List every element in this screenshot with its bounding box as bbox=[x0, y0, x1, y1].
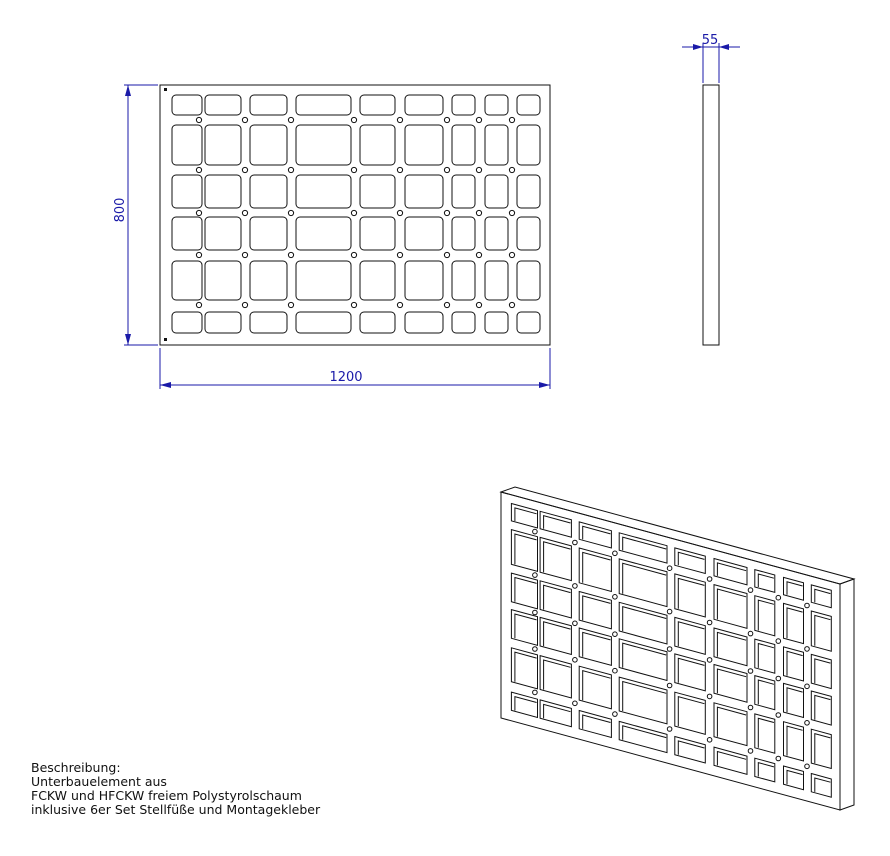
iso-hole bbox=[667, 566, 672, 571]
iso-cutout bbox=[619, 559, 667, 607]
cutout bbox=[296, 261, 351, 300]
iso-hole bbox=[533, 690, 538, 695]
hole bbox=[397, 117, 402, 122]
side-view-panel bbox=[703, 85, 719, 345]
iso-cutout-depth bbox=[758, 644, 774, 668]
cutout bbox=[360, 261, 395, 300]
iso-hole bbox=[613, 712, 618, 717]
cutout bbox=[172, 125, 202, 165]
iso-cutout-depth bbox=[815, 589, 831, 602]
iso-hole bbox=[776, 756, 781, 761]
cutout bbox=[485, 217, 508, 250]
iso-cutout-depth bbox=[815, 734, 831, 764]
hole bbox=[476, 210, 481, 215]
iso-cutout-depth bbox=[623, 682, 667, 712]
iso-cutout-depth bbox=[758, 680, 774, 704]
cutout bbox=[296, 175, 351, 208]
cutout bbox=[172, 261, 202, 300]
iso-hole bbox=[573, 540, 578, 545]
cutout bbox=[172, 312, 202, 333]
iso-cutout-depth bbox=[583, 596, 611, 620]
iso-hole bbox=[613, 551, 618, 556]
description-heading: Beschreibung: bbox=[31, 760, 121, 775]
corner-mark bbox=[164, 88, 167, 91]
cutout bbox=[485, 95, 508, 115]
iso-hole bbox=[805, 721, 810, 726]
hole bbox=[397, 210, 402, 215]
hole bbox=[196, 302, 201, 307]
cutout bbox=[296, 95, 351, 115]
iso-hole bbox=[776, 595, 781, 600]
iso-cutout-depth bbox=[678, 578, 704, 608]
iso-cutout-depth bbox=[787, 608, 803, 638]
hole bbox=[196, 210, 201, 215]
hole bbox=[288, 210, 293, 215]
hole bbox=[242, 252, 247, 257]
cutout bbox=[250, 312, 287, 333]
iso-cutout bbox=[579, 666, 611, 709]
iso-hole bbox=[707, 658, 712, 663]
iso-cutout-depth bbox=[515, 534, 537, 564]
iso-hole bbox=[667, 609, 672, 614]
hole bbox=[509, 117, 514, 122]
iso-cutout-depth bbox=[515, 578, 537, 602]
thickness-dimension bbox=[682, 43, 740, 83]
cutout bbox=[296, 217, 351, 250]
iso-cutout bbox=[714, 628, 747, 666]
cutout bbox=[452, 95, 475, 115]
cutout bbox=[405, 95, 443, 115]
cutout bbox=[172, 175, 202, 208]
iso-cutout bbox=[540, 511, 571, 537]
panel-holes bbox=[164, 88, 515, 341]
iso-cutout bbox=[714, 747, 747, 774]
iso-cutout-depth bbox=[787, 770, 803, 784]
iso-cutout-depth bbox=[623, 607, 667, 631]
cutout bbox=[250, 175, 287, 208]
iso-cutout-depth bbox=[623, 643, 667, 667]
hole bbox=[242, 210, 247, 215]
iso-cutout bbox=[619, 639, 667, 681]
iso-cutout-depth bbox=[815, 615, 831, 645]
iso-cutout-depth bbox=[815, 659, 831, 683]
hole bbox=[351, 117, 356, 122]
cutout bbox=[405, 175, 443, 208]
iso-hole bbox=[613, 668, 618, 673]
iso-cutout-depth bbox=[787, 726, 803, 756]
iso-hole bbox=[573, 621, 578, 626]
iso-cutout bbox=[579, 592, 611, 629]
iso-hole bbox=[613, 595, 618, 600]
description-line-3: inklusive 6er Set Stellfüße und Montagekleber bbox=[31, 802, 321, 817]
iso-cutout bbox=[540, 700, 571, 727]
iso-cutout bbox=[540, 617, 571, 654]
iso-cutout bbox=[675, 617, 706, 654]
hole bbox=[196, 252, 201, 257]
iso-cutout-depth bbox=[717, 563, 746, 576]
iso-hole bbox=[707, 738, 712, 743]
iso-cutout bbox=[675, 574, 706, 617]
cutout bbox=[485, 261, 508, 300]
iso-cutout bbox=[619, 721, 667, 752]
cutout bbox=[452, 217, 475, 250]
iso-hole bbox=[776, 676, 781, 681]
iso-cutout-depth bbox=[515, 652, 537, 682]
hole bbox=[509, 302, 514, 307]
iso-hole bbox=[707, 694, 712, 699]
iso-cutout bbox=[675, 737, 706, 764]
cutout bbox=[517, 312, 540, 333]
iso-cutout bbox=[540, 656, 571, 698]
cutout bbox=[405, 312, 443, 333]
cutout bbox=[360, 217, 395, 250]
cutout bbox=[452, 175, 475, 208]
front-view-panel bbox=[160, 85, 550, 345]
iso-cutout-depth bbox=[717, 707, 746, 737]
iso-cutout-depth bbox=[544, 516, 571, 529]
description-line-1: Unterbauelement aus bbox=[31, 774, 167, 789]
hole bbox=[288, 117, 293, 122]
iso-cutout bbox=[579, 711, 611, 738]
iso-cutout-depth bbox=[583, 632, 611, 656]
iso-cutout-depth bbox=[758, 574, 774, 587]
iso-cutout-depth bbox=[583, 552, 611, 582]
iso-hole bbox=[573, 701, 578, 706]
hole bbox=[288, 167, 293, 172]
isometric-view-panel bbox=[501, 487, 854, 810]
height-dimension bbox=[124, 85, 158, 345]
iso-hole bbox=[707, 577, 712, 582]
description-block bbox=[31, 761, 320, 817]
cutout bbox=[452, 261, 475, 300]
hole bbox=[444, 302, 449, 307]
iso-hole bbox=[573, 658, 578, 663]
iso-cutout-depth bbox=[758, 763, 774, 777]
iso-cutout-depth bbox=[583, 671, 611, 701]
hole bbox=[444, 210, 449, 215]
iso-hole bbox=[667, 647, 672, 652]
hole bbox=[444, 117, 449, 122]
cutout bbox=[172, 95, 202, 115]
iso-cutout bbox=[714, 665, 747, 703]
iso-hole bbox=[805, 603, 810, 608]
iso-cutout-depth bbox=[787, 582, 803, 595]
cutout bbox=[517, 125, 540, 165]
iso-right-face bbox=[840, 579, 854, 810]
iso-holes bbox=[533, 529, 810, 768]
cutout bbox=[205, 175, 241, 208]
iso-cutout bbox=[579, 522, 611, 548]
iso-hole bbox=[805, 764, 810, 769]
cutout bbox=[517, 217, 540, 250]
side-outline bbox=[703, 85, 719, 345]
width-label: 1200 bbox=[329, 370, 363, 385]
iso-hole bbox=[748, 588, 753, 593]
iso-hole bbox=[533, 610, 538, 615]
cutout bbox=[517, 95, 540, 115]
cutout bbox=[485, 175, 508, 208]
iso-hole bbox=[748, 705, 753, 710]
cutout bbox=[205, 312, 241, 333]
iso-cutout-depth bbox=[623, 563, 667, 593]
iso-cutout-depth bbox=[815, 695, 831, 719]
iso-cutout-depth bbox=[758, 718, 774, 748]
iso-cutout bbox=[540, 537, 571, 580]
hole bbox=[476, 302, 481, 307]
cutout bbox=[517, 261, 540, 300]
cutout bbox=[205, 95, 241, 115]
hole bbox=[509, 210, 514, 215]
iso-cutout bbox=[579, 628, 611, 665]
iso-cutout bbox=[619, 533, 667, 563]
iso-cutout-depth bbox=[544, 704, 571, 718]
iso-cutout-depth bbox=[515, 614, 537, 638]
description-line-2: FCKW und HFCKW freiem Polystyrolschaum bbox=[31, 788, 302, 803]
cutout bbox=[172, 217, 202, 250]
iso-cutout-depth bbox=[717, 669, 746, 693]
iso-hole bbox=[533, 647, 538, 652]
cutout bbox=[205, 217, 241, 250]
cutout bbox=[296, 312, 351, 333]
hole bbox=[509, 167, 514, 172]
hole bbox=[476, 117, 481, 122]
iso-cutout-depth bbox=[544, 622, 571, 646]
iso-cutout-depth bbox=[787, 651, 803, 675]
hole bbox=[288, 302, 293, 307]
hole bbox=[444, 167, 449, 172]
hole bbox=[351, 210, 356, 215]
hole bbox=[509, 252, 514, 257]
cutout bbox=[405, 261, 443, 300]
cutout bbox=[452, 125, 475, 165]
cutout bbox=[296, 125, 351, 165]
cutout bbox=[205, 125, 241, 165]
hole bbox=[288, 252, 293, 257]
iso-cutout-depth bbox=[544, 542, 571, 572]
iso-hole bbox=[805, 684, 810, 689]
iso-cutout-depth bbox=[717, 752, 746, 766]
iso-cutout-depth bbox=[678, 552, 704, 565]
iso-cutout-depth bbox=[678, 658, 704, 682]
iso-cutout bbox=[714, 585, 747, 629]
iso-cutout-depth bbox=[544, 585, 571, 609]
iso-cutout-depth bbox=[515, 697, 537, 711]
hole bbox=[242, 302, 247, 307]
hole bbox=[242, 117, 247, 122]
cutout bbox=[250, 95, 287, 115]
iso-cutout-depth bbox=[758, 600, 774, 630]
iso-hole bbox=[667, 683, 672, 688]
iso-cutout-depth bbox=[544, 660, 571, 690]
iso-cutout bbox=[540, 581, 571, 618]
iso-cutout-depth bbox=[717, 589, 746, 619]
height-label: 800 bbox=[113, 197, 128, 223]
hole bbox=[242, 167, 247, 172]
iso-side-faces bbox=[501, 487, 854, 810]
hole bbox=[351, 302, 356, 307]
cutout bbox=[205, 261, 241, 300]
iso-cutout bbox=[619, 677, 667, 724]
iso-cutout bbox=[714, 559, 747, 585]
iso-hole bbox=[805, 647, 810, 652]
iso-cutout-depth bbox=[787, 688, 803, 712]
iso-hole bbox=[748, 669, 753, 674]
cutout bbox=[452, 312, 475, 333]
iso-cutout-depth bbox=[678, 622, 704, 646]
iso-cutout-depth bbox=[583, 526, 611, 539]
iso-cutout bbox=[714, 703, 747, 746]
cutout bbox=[250, 261, 287, 300]
iso-hole bbox=[707, 620, 712, 625]
hole bbox=[351, 167, 356, 172]
iso-hole bbox=[573, 584, 578, 589]
cutout bbox=[485, 125, 508, 165]
iso-hole bbox=[748, 631, 753, 636]
iso-hole bbox=[533, 529, 538, 534]
cutout bbox=[360, 312, 395, 333]
hole bbox=[476, 167, 481, 172]
hole bbox=[397, 167, 402, 172]
hole bbox=[397, 302, 402, 307]
iso-hole bbox=[533, 573, 538, 578]
cutout bbox=[360, 125, 395, 165]
iso-hole bbox=[667, 727, 672, 732]
hole bbox=[351, 252, 356, 257]
iso-cutout bbox=[619, 602, 667, 644]
cutout bbox=[360, 175, 395, 208]
iso-cutout bbox=[675, 548, 706, 574]
iso-hole bbox=[748, 749, 753, 754]
hole bbox=[444, 252, 449, 257]
cutout bbox=[405, 217, 443, 250]
iso-cutout bbox=[579, 548, 611, 592]
hole bbox=[196, 167, 201, 172]
iso-cutout bbox=[675, 692, 706, 734]
cutout bbox=[405, 125, 443, 165]
cutout bbox=[360, 95, 395, 115]
iso-hole bbox=[776, 713, 781, 718]
cutout bbox=[517, 175, 540, 208]
hole bbox=[476, 252, 481, 257]
cutout bbox=[250, 125, 287, 165]
cutout bbox=[485, 312, 508, 333]
iso-cutout bbox=[675, 654, 706, 691]
iso-cutout-depth bbox=[815, 778, 831, 792]
hole bbox=[397, 252, 402, 257]
iso-hole bbox=[613, 632, 618, 637]
iso-cutout-depth bbox=[678, 697, 704, 727]
iso-hole bbox=[776, 639, 781, 644]
cutout bbox=[250, 217, 287, 250]
thickness-label: 55 bbox=[701, 33, 719, 48]
iso-top-face bbox=[501, 487, 854, 584]
hole bbox=[196, 117, 201, 122]
iso-cutout-depth bbox=[583, 715, 611, 729]
corner-mark bbox=[164, 338, 167, 341]
